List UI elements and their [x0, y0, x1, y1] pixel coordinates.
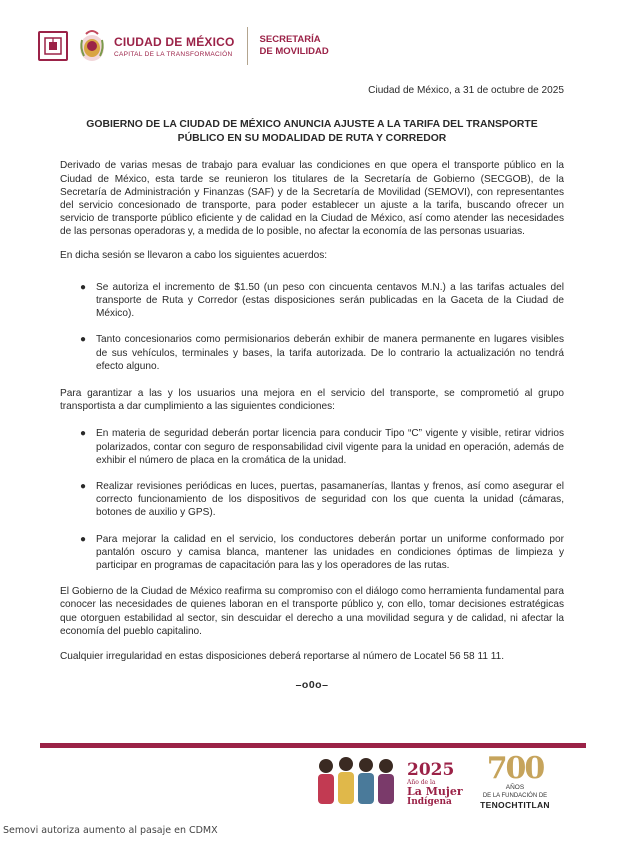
mujer-line-2: La Mujer [407, 785, 463, 798]
agreements-list [60, 281, 564, 373]
bullet-icon: ● [80, 334, 87, 346]
bullet-icon: ● [80, 533, 87, 545]
anniversary-number: 700 [486, 751, 544, 786]
letterhead [38, 24, 329, 68]
image-caption: Semovi autoriza aumento al pasaje en CDMX [3, 825, 218, 836]
agreement-text: Tanto concesionarios como permisionarios deberán exhibir de manera permanente en lugares visibles de sus vehículos, terminales y bases, la tarifa autorizada. De lo contrario la actualización no tendrá efecto alguno. [96, 334, 564, 372]
secretaria-line-1: SECRETARÍA [259, 34, 321, 45]
cdmx-emblem-icon [76, 28, 108, 64]
tenochtitlan-anniversary-logo [470, 751, 560, 810]
guarantee-paragraph: Para garantizar a las y los usuarios una mejora en el servicio del transporte, se comprometió al grupo transportista a dar cumplimiento a las siguientes condiciones: [60, 388, 564, 413]
anniversary-fundacion: DE LA FUNDACIÓN DE [482, 793, 548, 799]
end-mark: –o0o– [295, 679, 329, 692]
mujer-indigena-logo [407, 762, 463, 807]
mujer-line-1: Año de la [407, 779, 436, 786]
cdmx-shield-icon [38, 31, 68, 61]
list-item [60, 533, 564, 573]
mujer-line-3: Indígena [407, 797, 452, 807]
locatel-paragraph: Cualquier irregularidad en estas disposiciones deberá reportarse al número de Locatel 56 58 11 11. [60, 651, 505, 663]
list-item [60, 480, 564, 520]
footer-bar [40, 743, 586, 748]
agreement-text: Se autoriza el incremento de $1.50 (un peso con cincuenta centavos M.N.) a las tarifas actuales del transporte de Ruta y Corredor (estas disposiciones serán publicadas en la Gaceta de la Ciudad de México). [96, 281, 564, 320]
anniversary-city: TENOCHTITLAN [480, 800, 550, 810]
list-item [60, 281, 564, 321]
anniversary-years: AÑOS [505, 784, 525, 791]
bullet-icon: ● [80, 428, 87, 440]
brand-subtitle: CAPITAL DE LA TRANSFORMACIÓN [114, 50, 233, 58]
bullet-icon: ● [80, 281, 87, 293]
mujer-year: 2025 [407, 760, 455, 780]
conditions-list [60, 427, 564, 572]
bullet-icon: ● [80, 481, 87, 493]
indigenous-women-illustration-icon [312, 752, 400, 808]
condition-text: En materia de seguridad deberán portar licencia para conducir Tipo “C” vigente y visible, retirar vidrios polarizados, contar con seguro de responsabilidad civil vigente para la unidad en operación, además de exhibir el número de placa en la cromática de la unidad. [96, 428, 564, 466]
secretaria-label [260, 34, 329, 58]
condition-text: Realizar revisiones periódicas en luces, puertas, pasamanerías, llantas y frenos, así como asegurar el correcto funcionamiento de los dispositivos de seguridad con los que cuenta la unidad (cámaras, botones de auxilio y GPS). [96, 481, 564, 519]
header-divider [247, 27, 248, 65]
brand-title: CIUDAD DE MÉXICO [114, 34, 235, 49]
brand-block [114, 35, 235, 58]
document-body [60, 84, 564, 692]
intro-paragraph: Derivado de varias mesas de trabajo para evaluar las condiciones en que opera el transporte público en la Ciudad de México, esta tarde se reunieron los titulares de la Secretaría de Gobierno (SECGOB), de la Secretaría de Administración y Finanzas (SAF) y de la Secretaría de Movilidad (SEMOVI), con representantes del servicio concesionado de transporte, para poder establecer un ajuste a la tarifa, buscando ofrecer un servicio de transporte público eficiente y de calidad en la Ciudad de México, así como atender las necesidades de las personas operadoras y, a medida de lo posible, no afectar la economía de las personas usuarias. [60, 160, 564, 238]
document-date: Ciudad de México, a 31 de octubre de 2025 [368, 85, 564, 96]
document-title: GOBIERNO DE LA CIUDAD DE MÉXICO ANUNCIA AJUSTE A LA TARIFA DEL TRANSPORTE PÚBLICO EN SU MODALIDAD DE RUTA Y CORREDOR [86, 119, 538, 144]
condition-text: Para mejorar la calidad en el servicio, los conductores deberán portar un uniforme conformado por pantalón oscuro y camisa blanca, mantener las unidades en condiciones óptimas de limpieza y participar en programas de capacitación para las y los operadores de las rutas. [96, 533, 564, 572]
list-item [60, 427, 564, 467]
session-paragraph: En dicha sesión se llevaron a cabo los siguientes acuerdos: [60, 249, 328, 261]
list-item [60, 333, 564, 373]
closing-paragraph: El Gobierno de la Ciudad de México reafirma su compromiso con el diálogo como herramienta fundamental para conocer las necesidades de quienes laboran en el transporte público y, con ello, tomar decisiones estratégicas que otorguen estabilidad al sector, sin descuidar el derecho a una movilidad segura y de calidad, ni afectar la economía del pueblo capitalino. [60, 586, 564, 637]
secretaria-line-2: DE MOVILIDAD [259, 46, 329, 57]
